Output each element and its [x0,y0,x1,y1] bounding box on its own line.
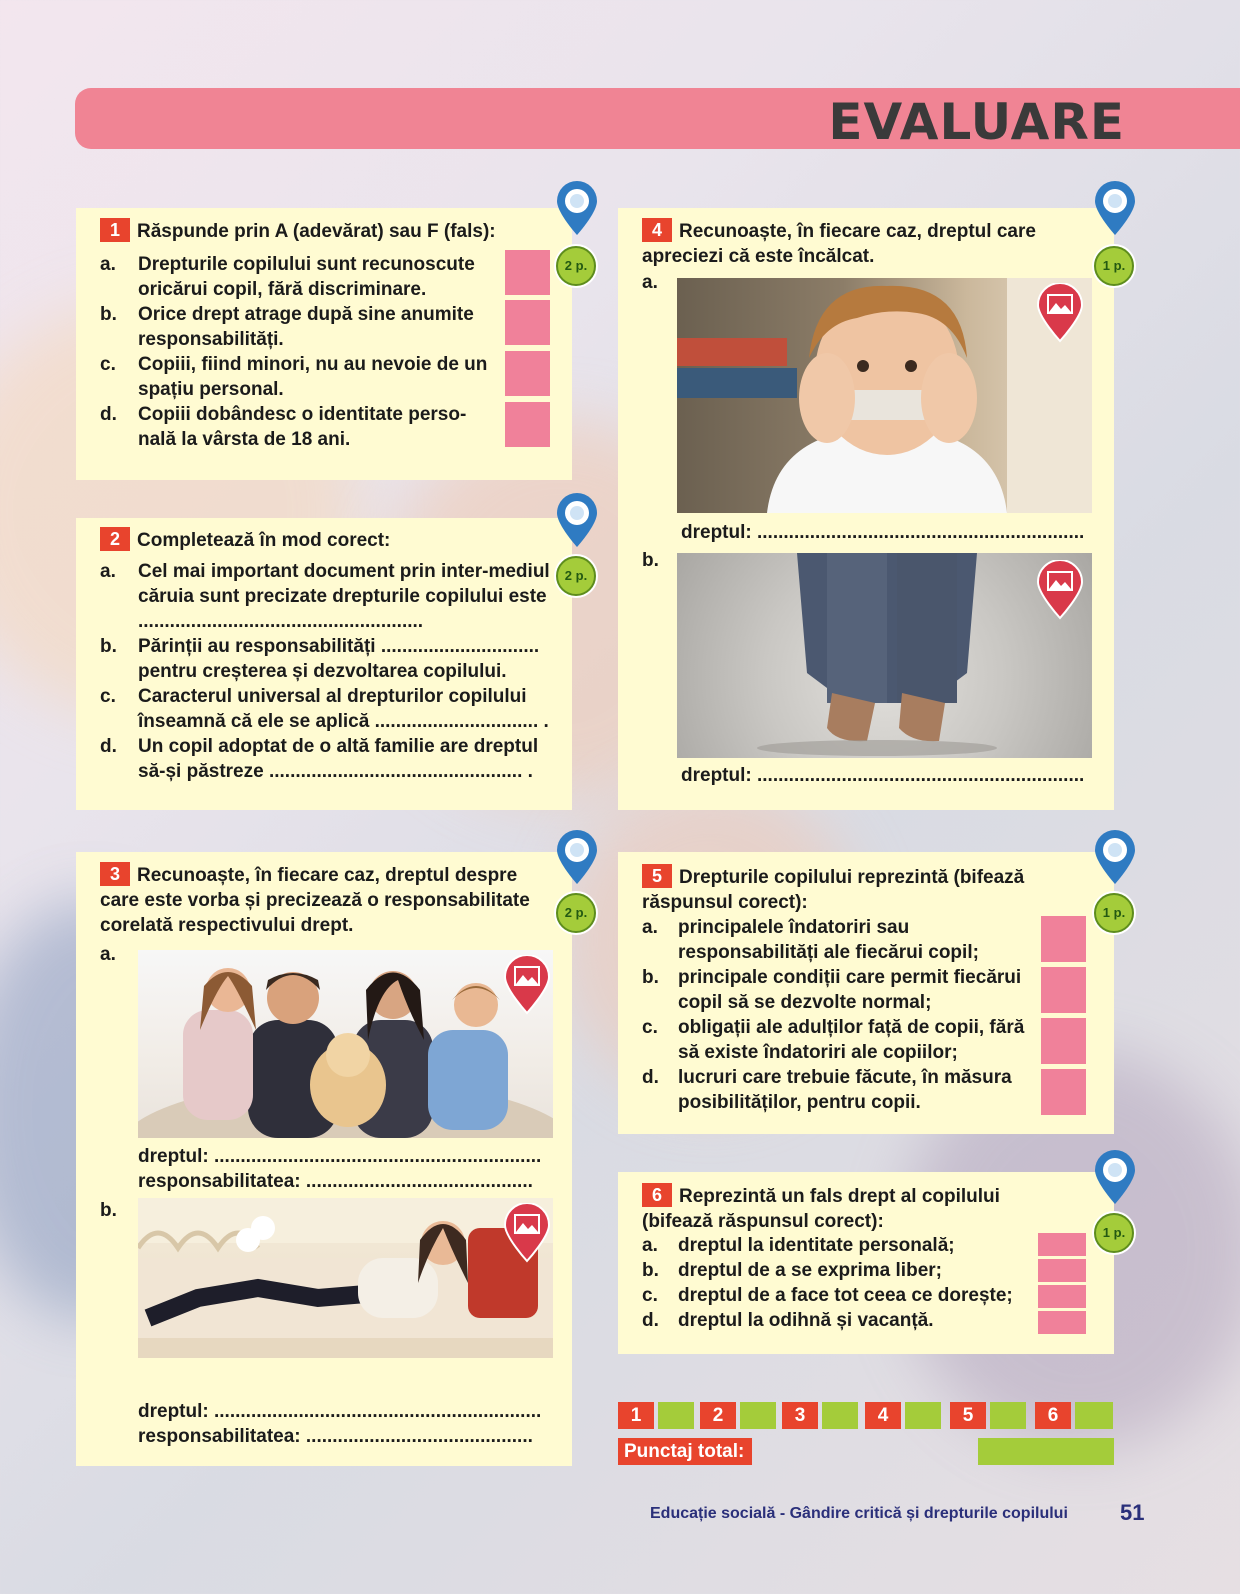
item-text: Cel mai important document prin inter-mediul căruia sunt precizate drepturile copilului este ...................................................... [138,561,550,632]
list-item [642,1258,1037,1283]
right-answer-line[interactable]: dreptul: .............................................................. [681,522,1085,543]
list-item [100,402,490,452]
location-pin-icon [1091,181,1139,237]
item-letter: b. [642,1260,659,1281]
item-text: obligații ale adulților față de copii, fără să existe îndatoriri ale copiilor; [678,1017,1025,1063]
score-number: 2 [700,1402,736,1429]
location-pin-icon [553,830,601,886]
image-marker-icon [1035,560,1085,620]
total-score-label: Punctaj total: [618,1438,752,1465]
item-letter: c. [100,354,116,375]
list-item [642,1015,1037,1065]
answer-checkbox[interactable] [1041,916,1086,962]
item-letter: d. [642,1310,659,1331]
score-field[interactable] [740,1402,776,1429]
item-letter: d. [642,1067,659,1088]
item-text: Părinții au responsabilități .............................. pentru creșterea și dezvoltarea copilului. [138,636,540,682]
answer-checkbox[interactable] [1041,1018,1086,1064]
location-pin-icon [1091,1150,1139,1206]
responsibility-answer-line[interactable]: responsabilitatea: ........................................... [138,1426,533,1447]
item-letter: b. [642,550,659,571]
question-1-heading [100,218,520,244]
list-item [642,1065,1037,1115]
item-text: dreptul de a face tot ceea ce dorește; [678,1285,1013,1306]
item-letter: a. [100,254,116,275]
right-answer-line[interactable]: dreptul: .............................................................. [138,1401,542,1422]
question-text: Completează în mod corect: [137,530,391,551]
question-2-heading [100,527,540,553]
image-marker-icon [1035,283,1085,343]
item-text: Copiii, fiind minori, nu au nevoie de un spațiu personal. [138,354,488,400]
item-text: dreptul la odihnă și vacanță. [678,1310,934,1331]
location-pin-icon [553,493,601,549]
question-6-heading [642,1183,1062,1234]
location-pin-icon [1091,830,1139,886]
answer-checkbox[interactable] [1038,1311,1086,1334]
list-item [100,352,490,402]
item-letter: b. [100,636,117,657]
points-badge: 1 p. [1094,893,1134,933]
answer-checkbox[interactable] [1038,1233,1086,1256]
item-letter: c. [642,1017,658,1038]
girl-relaxing-photo [138,1198,553,1358]
location-pin-icon [553,181,601,237]
score-field[interactable] [1075,1402,1113,1429]
page-title: EVALUARE [828,93,1125,151]
family-photo [138,950,553,1138]
list-item [642,915,1037,965]
item-letter: a. [642,1235,658,1256]
score-field[interactable] [905,1402,941,1429]
barefoot-child-photo [677,553,1092,758]
item-text: Caracterul universal al drepturilor copilului înseamnă că ele se aplică ............................... . [138,686,549,732]
list-item [100,684,555,734]
item-text: Orice drept atrage după sine anumite responsabilități. [138,304,474,350]
item-text: Copiii dobândesc o identitate perso-nală la vârsta de 18 ani. [138,404,467,450]
question-number: 6 [642,1183,672,1207]
image-marker-icon [502,955,552,1015]
question-text: Răspunde prin A (adevărat) sau F (fals): [137,221,496,242]
answer-box[interactable] [505,351,550,396]
question-text: Drepturile copilului reprezintă (bifează răspunsul corect): [642,867,1025,913]
score-number: 3 [782,1402,818,1429]
item-text: Un copil adoptat de o altă familie are dreptul să-și păstreze ................................................ . [138,736,539,782]
item-text: principalele îndatoriri sau responsabilități ale fiecărui copil; [678,917,979,963]
points-badge: 2 p. [556,246,596,286]
answer-box[interactable] [505,402,550,447]
points-badge: 2 p. [556,893,596,933]
item-letter: d. [100,736,117,757]
footer-book-title: Educație socială - Gândire critică și drepturile copilului [650,1505,1068,1522]
score-number: 6 [1035,1402,1071,1429]
question-number: 2 [100,527,130,551]
list-item [100,559,555,634]
right-answer-line[interactable]: dreptul: .............................................................. [681,765,1085,786]
score-field[interactable] [990,1402,1026,1429]
item-letter: a. [642,272,658,293]
answer-checkbox[interactable] [1038,1259,1086,1282]
item-letter: a. [100,561,116,582]
item-letter: d. [100,404,117,425]
list-item [642,1233,1037,1258]
item-text: dreptul la identitate personală; [678,1235,955,1256]
question-6-items [642,1233,1037,1333]
points-badge: 1 p. [1094,246,1134,286]
item-letter: b. [100,304,117,325]
list-item [100,634,555,684]
answer-checkbox[interactable] [1041,967,1086,1013]
points-badge: 2 p. [556,556,596,596]
item-letter: c. [642,1285,658,1306]
item-text: principale condiții care permit fiecărui copil să se dezvolte normal; [678,967,1022,1013]
right-answer-line[interactable]: dreptul: .............................................................. [138,1146,542,1167]
total-score-field[interactable] [978,1438,1114,1465]
image-marker-icon [502,1203,552,1263]
score-field[interactable] [658,1402,694,1429]
list-item [100,734,555,784]
item-letter: c. [100,686,116,707]
answer-box[interactable] [505,300,550,345]
item-text: dreptul de a se exprima liber; [678,1260,942,1281]
question-number: 1 [100,218,130,242]
question-3-heading [100,862,550,938]
item-text: Drepturile copilului sunt recunoscute oricărui copil, fără discriminare. [138,254,475,300]
list-item [100,252,490,302]
answer-checkbox[interactable] [1041,1069,1086,1115]
question-text: Recunoaște, în fiecare caz, dreptul care apreciezi că este încălcat. [642,221,1036,267]
score-number: 4 [865,1402,901,1429]
question-number: 4 [642,218,672,242]
question-text: Recunoaște, în fiecare caz, dreptul despre care este vorba și precizează o responsabilitate corelată respectivului drept. [100,865,530,936]
points-badge: 1 p. [1094,1213,1134,1253]
list-item [642,965,1037,1015]
answer-box[interactable] [505,250,550,295]
item-text: lucruri care trebuie făcute, în măsura posibilităților, pentru copii. [678,1067,1012,1113]
item-letter: b. [100,1200,117,1221]
question-number: 5 [642,864,672,888]
question-5-heading [642,864,1052,915]
item-letter: b. [642,967,659,988]
item-letter: a. [642,917,658,938]
page-number: 51 [1120,1500,1145,1525]
list-item [642,1308,1037,1333]
silenced-child-photo [677,278,1092,513]
score-number: 1 [618,1402,654,1429]
question-number: 3 [100,862,130,886]
list-item [100,302,490,352]
answer-checkbox[interactable] [1038,1285,1086,1308]
question-2-items [100,559,555,784]
item-letter: a. [100,944,116,965]
list-item [642,1283,1037,1308]
score-field[interactable] [822,1402,858,1429]
question-1-items [100,252,490,452]
question-5-items [642,915,1037,1115]
question-text: Reprezintă un fals drept al copilului (bifează răspunsul corect): [642,1186,1000,1232]
question-4-heading [642,218,1062,269]
score-number: 5 [950,1402,986,1429]
responsibility-answer-line[interactable]: responsabilitatea: ........................................... [138,1171,533,1192]
